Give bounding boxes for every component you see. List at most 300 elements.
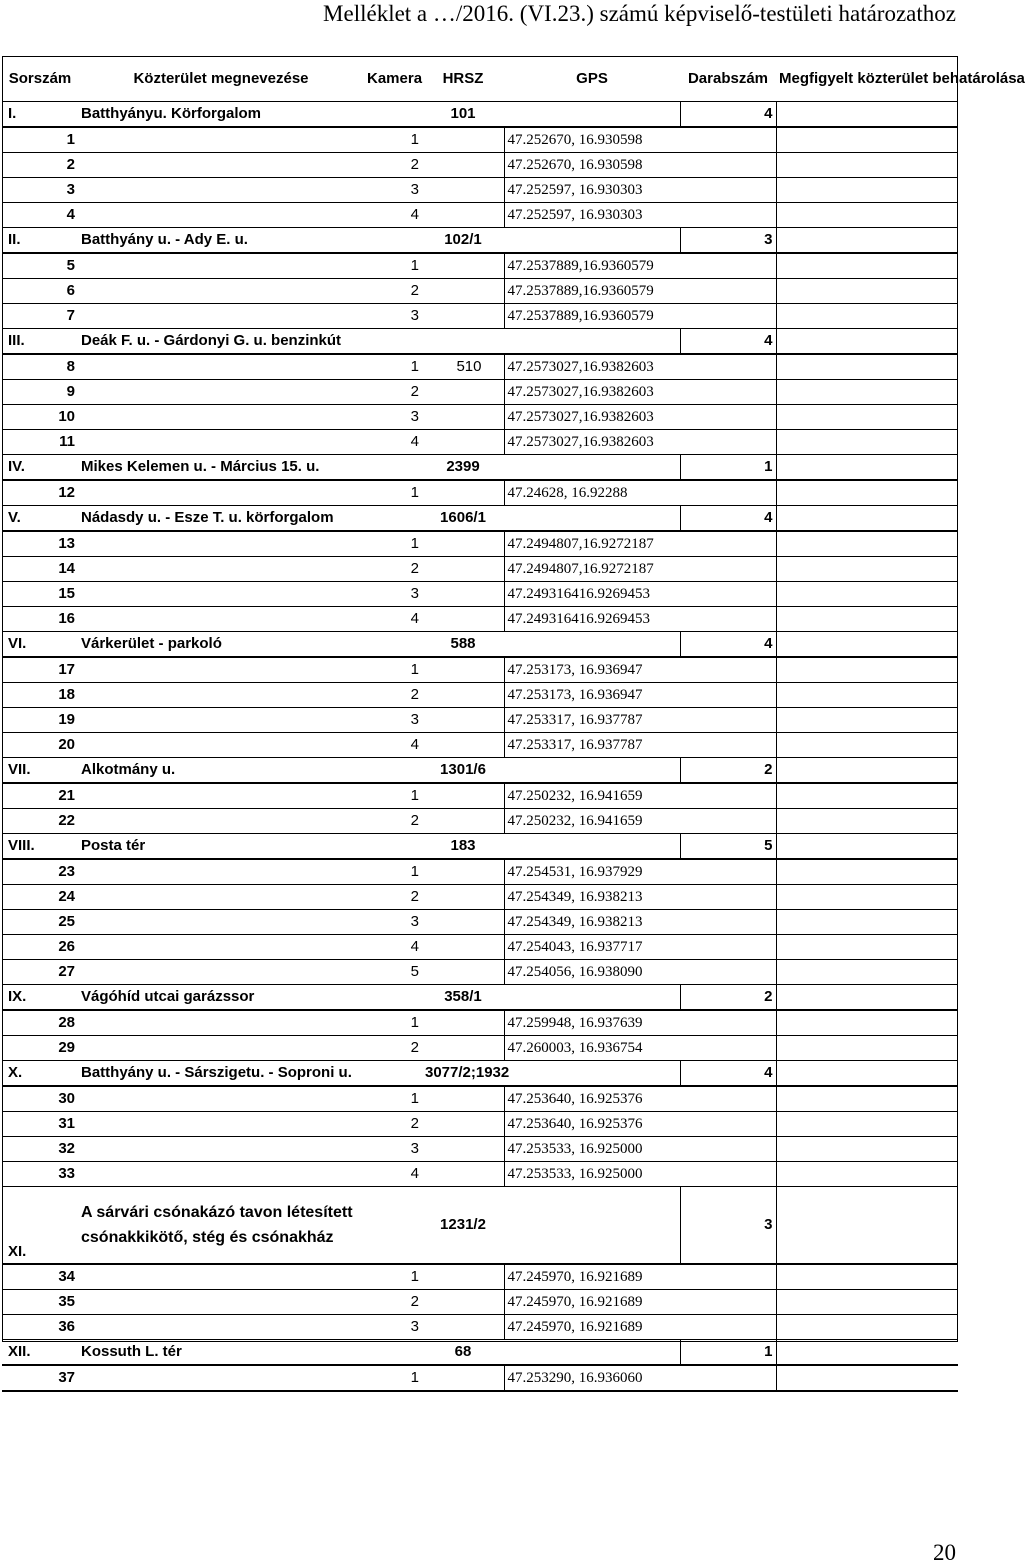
location-name: Posta tér	[78, 834, 364, 860]
camera-description	[776, 557, 958, 582]
camera-sorszam: 34	[2, 1264, 78, 1290]
camera-hrsz	[422, 380, 504, 405]
camera-sorszam: 18	[2, 683, 78, 708]
location-number: VI.	[2, 632, 78, 658]
camera-name	[78, 380, 364, 405]
camera-hrsz	[422, 607, 504, 632]
camera-number: 3	[364, 405, 422, 430]
camera-name	[78, 480, 364, 506]
camera-name	[78, 127, 364, 153]
camera-description	[776, 203, 958, 228]
camera-hrsz	[422, 960, 504, 985]
location-hrsz: 3077/2;1932	[422, 1061, 504, 1087]
camera-sorszam: 12	[2, 480, 78, 506]
camera-count	[680, 1086, 776, 1112]
camera-row	[2, 683, 958, 708]
column-header-sorszam: Sorszám	[2, 56, 78, 102]
camera-sorszam: 10	[2, 405, 78, 430]
camera-number: 3	[364, 582, 422, 607]
camera-count	[680, 1162, 776, 1187]
location-hrsz: 1231/2	[422, 1187, 504, 1265]
camera-row	[2, 1137, 958, 1162]
camera-sorszam: 31	[2, 1112, 78, 1137]
camera-sorszam: 4	[2, 203, 78, 228]
location-name: Nádasdy u. - Esze T. u. körforgalom	[78, 506, 364, 532]
location-gps	[504, 1187, 680, 1265]
camera-row	[2, 859, 958, 885]
camera-gps: 47.253317, 16.937787	[504, 733, 680, 758]
camera-number: 1	[364, 783, 422, 809]
camera-description	[776, 1290, 958, 1315]
camera-number: 4	[364, 935, 422, 960]
camera-gps: 47.253173, 16.936947	[504, 683, 680, 708]
location-count: 1	[680, 1340, 776, 1366]
camera-sorszam: 26	[2, 935, 78, 960]
location-hrsz: 588	[422, 632, 504, 658]
camera-number: 2	[364, 1290, 422, 1315]
camera-number: 1	[364, 859, 422, 885]
page-number: 20	[933, 1540, 956, 1565]
location-count: 1	[680, 455, 776, 481]
camera-sorszam: 13	[2, 531, 78, 557]
camera-description	[776, 683, 958, 708]
camera-description	[776, 380, 958, 405]
camera-gps: 47.249316416.9269453	[504, 607, 680, 632]
camera-hrsz	[422, 683, 504, 708]
camera-name	[78, 582, 364, 607]
camera-name	[78, 1112, 364, 1137]
camera-description	[776, 708, 958, 733]
camera-description	[776, 1036, 958, 1061]
camera-hrsz	[422, 1315, 504, 1340]
location-camera	[364, 228, 422, 254]
camera-description	[776, 531, 958, 557]
camera-number: 1	[364, 1010, 422, 1036]
camera-name	[78, 910, 364, 935]
location-name: A sárvári csónakázó tavon létesített csónakkikötő, stég és csónakház	[78, 1187, 364, 1265]
camera-number: 4	[364, 1162, 422, 1187]
camera-row	[2, 960, 958, 985]
camera-description	[776, 354, 958, 380]
camera-row	[2, 405, 958, 430]
camera-row	[2, 253, 958, 279]
camera-gps: 47.252597, 16.930303	[504, 178, 680, 203]
camera-gps: 47.249316416.9269453	[504, 582, 680, 607]
camera-hrsz	[422, 557, 504, 582]
location-description	[776, 834, 958, 860]
camera-sorszam: 15	[2, 582, 78, 607]
camera-number: 1	[364, 480, 422, 506]
camera-count	[680, 304, 776, 329]
location-description	[776, 1061, 958, 1087]
camera-row	[2, 557, 958, 582]
location-number: X.	[2, 1061, 78, 1087]
camera-name	[78, 607, 364, 632]
camera-name	[78, 657, 364, 683]
location-row	[2, 1340, 958, 1366]
camera-row	[2, 430, 958, 455]
location-gps	[504, 506, 680, 532]
column-header-gps: GPS	[504, 56, 680, 102]
camera-row	[2, 304, 958, 329]
camera-name	[78, 1137, 364, 1162]
camera-hrsz	[422, 405, 504, 430]
location-hrsz: 68	[422, 1340, 504, 1366]
camera-count	[680, 910, 776, 935]
location-camera	[364, 1340, 422, 1366]
location-description	[776, 455, 958, 481]
camera-hrsz	[422, 178, 504, 203]
location-gps	[504, 228, 680, 254]
camera-sorszam: 30	[2, 1086, 78, 1112]
camera-name	[78, 178, 364, 203]
location-camera	[364, 506, 422, 532]
column-header-hrsz: HRSZ	[422, 56, 504, 102]
camera-number: 2	[364, 279, 422, 304]
location-description	[776, 1340, 958, 1366]
camera-name	[78, 708, 364, 733]
location-row	[2, 758, 958, 784]
camera-description	[776, 430, 958, 455]
location-name: Vágóhíd utcai garázssor	[78, 985, 364, 1011]
camera-description	[776, 935, 958, 960]
location-gps	[504, 758, 680, 784]
camera-count	[680, 683, 776, 708]
camera-name	[78, 859, 364, 885]
location-count: 3	[680, 228, 776, 254]
camera-hrsz	[422, 153, 504, 178]
camera-gps: 47.245970, 16.921689	[504, 1315, 680, 1340]
camera-hrsz	[422, 783, 504, 809]
camera-count	[680, 557, 776, 582]
camera-row	[2, 910, 958, 935]
camera-sorszam: 14	[2, 557, 78, 582]
camera-count	[680, 1036, 776, 1061]
camera-sorszam: 19	[2, 708, 78, 733]
camera-gps: 47.24628, 16.92288	[504, 480, 680, 506]
camera-gps: 47.2573027,16.9382603	[504, 430, 680, 455]
location-hrsz: 101	[422, 102, 504, 128]
camera-description	[776, 1010, 958, 1036]
camera-sorszam: 27	[2, 960, 78, 985]
camera-hrsz	[422, 1112, 504, 1137]
location-number: VII.	[2, 758, 78, 784]
location-count: 4	[680, 1061, 776, 1087]
camera-name	[78, 733, 364, 758]
location-name: Kossuth L. tér	[78, 1340, 364, 1366]
camera-description	[776, 405, 958, 430]
camera-number: 2	[364, 809, 422, 834]
camera-row	[2, 1162, 958, 1187]
location-count: 4	[680, 506, 776, 532]
location-description	[776, 102, 958, 128]
column-header-darabszam: Darabszám	[680, 56, 776, 102]
location-number: XI.	[2, 1187, 78, 1265]
camera-name	[78, 885, 364, 910]
camera-hrsz	[422, 1365, 504, 1391]
camera-number: 1	[364, 531, 422, 557]
camera-count	[680, 960, 776, 985]
camera-description	[776, 657, 958, 683]
camera-count	[680, 1315, 776, 1340]
location-description	[776, 506, 958, 532]
camera-row	[2, 733, 958, 758]
camera-gps: 47.2494807,16.9272187	[504, 557, 680, 582]
camera-row	[2, 1086, 958, 1112]
camera-description	[776, 153, 958, 178]
camera-count	[680, 1365, 776, 1391]
location-gps	[504, 102, 680, 128]
location-gps	[504, 632, 680, 658]
location-hrsz: 2399	[422, 455, 504, 481]
camera-gps: 47.259948, 16.937639	[504, 1010, 680, 1036]
camera-row	[2, 127, 958, 153]
location-number: IX.	[2, 985, 78, 1011]
camera-hrsz	[422, 1162, 504, 1187]
location-description	[776, 758, 958, 784]
column-header-kamera: Kamera	[364, 56, 422, 102]
camera-number: 4	[364, 607, 422, 632]
camera-name	[78, 935, 364, 960]
location-row	[2, 985, 958, 1011]
location-count: 3	[680, 1187, 776, 1265]
camera-gps: 47.252670, 16.930598	[504, 153, 680, 178]
camera-name	[78, 960, 364, 985]
location-name: Batthyány u. - Ady E. u.	[78, 228, 364, 254]
camera-hrsz	[422, 1264, 504, 1290]
camera-count	[680, 405, 776, 430]
camera-hrsz	[422, 809, 504, 834]
camera-number: 2	[364, 683, 422, 708]
camera-gps: 47.253533, 16.925000	[504, 1162, 680, 1187]
camera-hrsz	[422, 1086, 504, 1112]
location-count: 4	[680, 329, 776, 355]
location-camera	[364, 632, 422, 658]
camera-description	[776, 178, 958, 203]
location-camera	[364, 329, 422, 355]
camera-row	[2, 582, 958, 607]
camera-name	[78, 1086, 364, 1112]
camera-sorszam: 8	[2, 354, 78, 380]
location-camera	[364, 1061, 422, 1087]
location-name: Várkerület - parkoló	[78, 632, 364, 658]
camera-gps: 47.2537889,16.9360579	[504, 253, 680, 279]
camera-hrsz	[422, 733, 504, 758]
camera-name	[78, 1365, 364, 1391]
camera-sorszam: 25	[2, 910, 78, 935]
camera-hrsz	[422, 203, 504, 228]
camera-gps: 47.254531, 16.937929	[504, 859, 680, 885]
camera-hrsz	[422, 430, 504, 455]
camera-number: 5	[364, 960, 422, 985]
camera-sorszam: 16	[2, 607, 78, 632]
location-hrsz: 1606/1	[422, 506, 504, 532]
camera-count	[680, 203, 776, 228]
camera-row	[2, 1112, 958, 1137]
camera-hrsz	[422, 708, 504, 733]
camera-name	[78, 203, 364, 228]
camera-count	[680, 607, 776, 632]
camera-description	[776, 1112, 958, 1137]
location-row	[2, 228, 958, 254]
camera-name	[78, 153, 364, 178]
location-row	[2, 329, 958, 355]
location-gps	[504, 985, 680, 1011]
camera-hrsz	[422, 582, 504, 607]
location-hrsz: 102/1	[422, 228, 504, 254]
camera-gps: 47.2494807,16.9272187	[504, 531, 680, 557]
camera-sorszam: 21	[2, 783, 78, 809]
location-number: I.	[2, 102, 78, 128]
camera-description	[776, 783, 958, 809]
camera-count	[680, 809, 776, 834]
camera-name	[78, 1010, 364, 1036]
camera-row	[2, 279, 958, 304]
camera-row	[2, 531, 958, 557]
camera-number: 1	[364, 253, 422, 279]
camera-count	[680, 1290, 776, 1315]
camera-description	[776, 859, 958, 885]
camera-sorszam: 22	[2, 809, 78, 834]
camera-name	[78, 1290, 364, 1315]
camera-description	[776, 582, 958, 607]
camera-sorszam: 32	[2, 1137, 78, 1162]
location-description	[776, 632, 958, 658]
camera-hrsz	[422, 304, 504, 329]
location-row	[2, 455, 958, 481]
location-count: 2	[680, 985, 776, 1011]
camera-gps: 47.253640, 16.925376	[504, 1112, 680, 1137]
camera-description	[776, 607, 958, 632]
camera-gps: 47.2537889,16.9360579	[504, 279, 680, 304]
camera-description	[776, 733, 958, 758]
camera-description	[776, 809, 958, 834]
camera-name	[78, 1162, 364, 1187]
camera-number: 1	[364, 657, 422, 683]
location-count: 4	[680, 632, 776, 658]
camera-description	[776, 1137, 958, 1162]
camera-sorszam: 23	[2, 859, 78, 885]
location-description	[776, 1187, 958, 1265]
camera-count	[680, 178, 776, 203]
camera-row	[2, 885, 958, 910]
camera-description	[776, 910, 958, 935]
camera-description	[776, 480, 958, 506]
camera-gps: 47.250232, 16.941659	[504, 809, 680, 834]
camera-register-table	[2, 56, 1025, 1392]
location-row	[2, 1187, 958, 1265]
camera-hrsz: 510	[422, 354, 504, 380]
camera-hrsz	[422, 127, 504, 153]
camera-number: 1	[364, 1264, 422, 1290]
camera-number: 2	[364, 380, 422, 405]
camera-hrsz	[422, 885, 504, 910]
camera-name	[78, 354, 364, 380]
camera-hrsz	[422, 657, 504, 683]
camera-gps: 47.253317, 16.937787	[504, 708, 680, 733]
camera-count	[680, 531, 776, 557]
camera-description	[776, 1162, 958, 1187]
camera-gps: 47.252670, 16.930598	[504, 127, 680, 153]
camera-gps: 47.2537889,16.9360579	[504, 304, 680, 329]
camera-number: 2	[364, 1112, 422, 1137]
camera-row	[2, 607, 958, 632]
location-number: IV.	[2, 455, 78, 481]
camera-number: 3	[364, 178, 422, 203]
camera-number: 2	[364, 153, 422, 178]
camera-sorszam: 5	[2, 253, 78, 279]
camera-row	[2, 380, 958, 405]
location-gps	[504, 1061, 680, 1087]
camera-gps: 47.254349, 16.938213	[504, 885, 680, 910]
camera-row	[2, 708, 958, 733]
camera-row	[2, 354, 958, 380]
camera-description	[776, 960, 958, 985]
camera-number: 3	[364, 1137, 422, 1162]
camera-gps: 47.253640, 16.925376	[504, 1086, 680, 1112]
location-count: 2	[680, 758, 776, 784]
table-body	[2, 102, 958, 1392]
location-number: V.	[2, 506, 78, 532]
camera-count	[680, 1264, 776, 1290]
camera-hrsz	[422, 935, 504, 960]
camera-hrsz	[422, 910, 504, 935]
camera-sorszam: 2	[2, 153, 78, 178]
camera-gps: 47.254043, 16.937717	[504, 935, 680, 960]
camera-gps: 47.2573027,16.9382603	[504, 405, 680, 430]
camera-count	[680, 279, 776, 304]
camera-count	[680, 430, 776, 455]
camera-sorszam: 1	[2, 127, 78, 153]
location-number: XII.	[2, 1340, 78, 1366]
camera-row	[2, 1010, 958, 1036]
camera-count	[680, 480, 776, 506]
camera-sorszam: 11	[2, 430, 78, 455]
camera-description	[776, 1315, 958, 1340]
camera-name	[78, 531, 364, 557]
location-number: II.	[2, 228, 78, 254]
camera-gps: 47.250232, 16.941659	[504, 783, 680, 809]
location-camera	[364, 455, 422, 481]
camera-sorszam: 29	[2, 1036, 78, 1061]
location-hrsz: 358/1	[422, 985, 504, 1011]
camera-count	[680, 708, 776, 733]
camera-count	[680, 733, 776, 758]
location-hrsz: 1301/6	[422, 758, 504, 784]
location-gps	[504, 1340, 680, 1366]
camera-description	[776, 1264, 958, 1290]
camera-row	[2, 203, 958, 228]
camera-number: 3	[364, 708, 422, 733]
location-description	[776, 329, 958, 355]
camera-row	[2, 1036, 958, 1061]
camera-row	[2, 935, 958, 960]
location-name: Mikes Kelemen u. - Március 15. u.	[78, 455, 364, 481]
camera-name	[78, 1264, 364, 1290]
camera-gps: 47.254056, 16.938090	[504, 960, 680, 985]
camera-sorszam: 9	[2, 380, 78, 405]
camera-gps: 47.260003, 16.936754	[504, 1036, 680, 1061]
camera-description	[776, 279, 958, 304]
camera-gps: 47.2573027,16.9382603	[504, 380, 680, 405]
camera-hrsz	[422, 279, 504, 304]
camera-number: 3	[364, 910, 422, 935]
camera-count	[680, 783, 776, 809]
camera-name	[78, 557, 364, 582]
camera-count	[680, 657, 776, 683]
location-description	[776, 985, 958, 1011]
camera-name	[78, 253, 364, 279]
